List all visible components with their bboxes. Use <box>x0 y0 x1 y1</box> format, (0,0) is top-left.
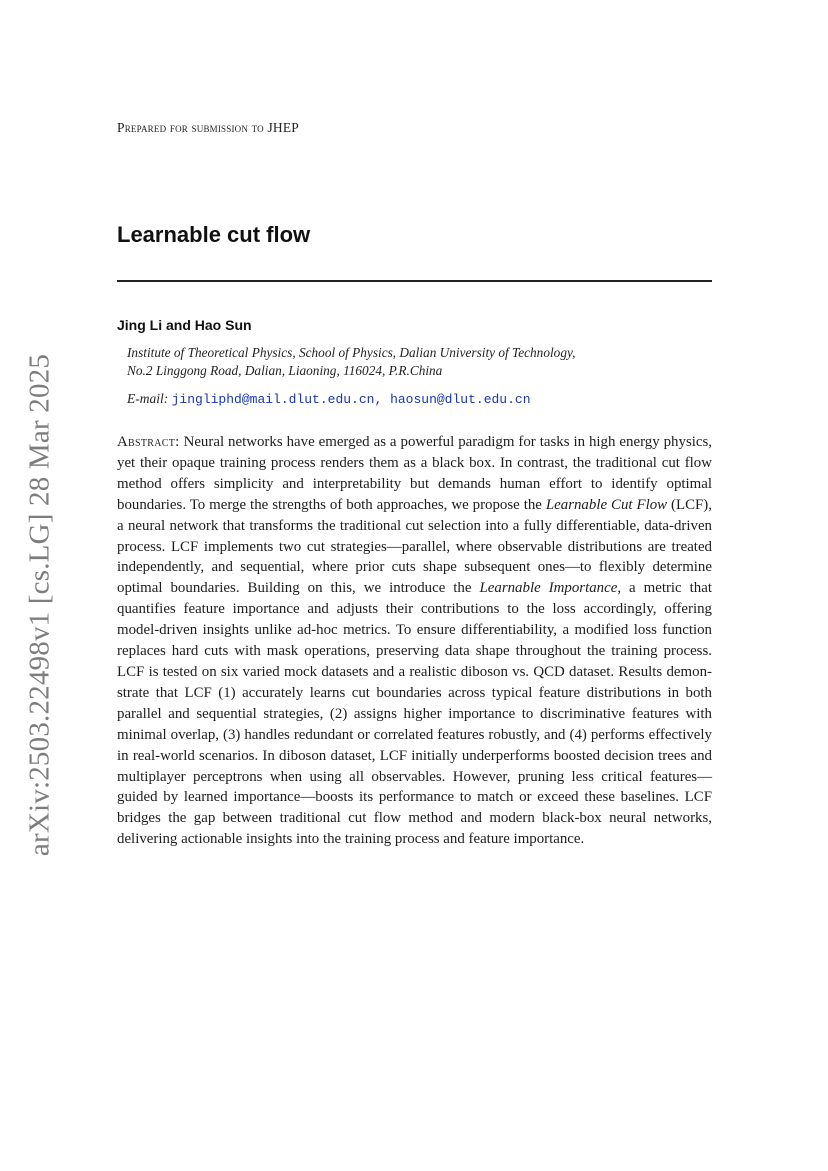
arxiv-identifier-stamp: arXiv:2503.22498v1 [cs.LG] 28 Mar 2025 <box>23 353 56 857</box>
affiliation-line-1: Institute of Theoretical Physics, School of Physics, Dalian University of Technology, <box>127 345 576 360</box>
abstract-emphasis-lcf: Learnable Cut Flow <box>545 496 668 513</box>
abstract-emphasis-importance: Learnable Importance <box>479 580 618 597</box>
abstract-heading: Abstract: <box>117 434 180 450</box>
abstract-text-part-2: (LCF), a neural network that transforms the traditional cut selection into a fully differentiable, data-driven process. LCF implements two cut strategies—parallel, where observable distributions are treated independently, and sequential, where prior cuts shape subsequent ones—to flexibly determine optimal boundaries. Building on this, we introduce the <box>117 496 712 597</box>
paper-title: Learnable cut flow <box>117 222 311 247</box>
abstract-text-part-1: Neural networks have emerged as a powerful paradigm for tasks in high energy physics, yet their opaque training process renders them as a black box. In contrast, the traditional cut flow method offers simplicity and interpretability but demands human effort to identify optimal boundaries. To merge the strengths of both approaches, we propose the <box>117 434 712 513</box>
email-separator: , <box>374 392 391 407</box>
affiliation <box>127 344 712 380</box>
abstract <box>117 432 712 850</box>
author-list: Jing Li and Hao Sun <box>117 317 252 333</box>
submission-note: Prepared for submission to JHEP <box>117 120 300 135</box>
affiliation-line-2: No.2 Linggong Road, Dalian, Liaoning, 116024, P.R.China <box>127 363 443 378</box>
email-label: E-mail: <box>127 391 169 406</box>
email-link-1[interactable]: jingliphd@mail.dlut.edu.cn <box>171 392 375 407</box>
email-line <box>127 391 531 407</box>
title-rule <box>117 280 712 282</box>
email-link-2[interactable]: haosun@dlut.edu.cn <box>390 392 531 407</box>
abstract-text-part-3: , a metric that quantifies feature importance and adjusts their contributions to the loss accordingly, offering model-driven insights unlike ad-hoc metrics. To ensure differentiability, a modified loss function replaces hard cuts with mask operations, preserving data shape throughout the training process. LCF is tested on six varied mock datasets and a realistic diboson vs. QCD dataset. Results demonstrate that LCF (1) accurately learns cut boundaries across typical feature distributions in both parallel and sequential strategies, (2) assigns higher importance to discriminative features with minimal overlap, (3) handles redundant or correlated features robustly, and (4) performs effectively in real-world scenarios. In diboson dataset, LCF initially underperforms boosted decision trees and multiplayer perceptrons when using all observables. However, pruning less critical features—guided by learned importance—boosts its performance to match or exceed these baselines. LCF bridges the gap between traditional cut flow method and modern black-box neural networks, delivering actionable insights into the training process and feature importance. <box>117 580 712 848</box>
